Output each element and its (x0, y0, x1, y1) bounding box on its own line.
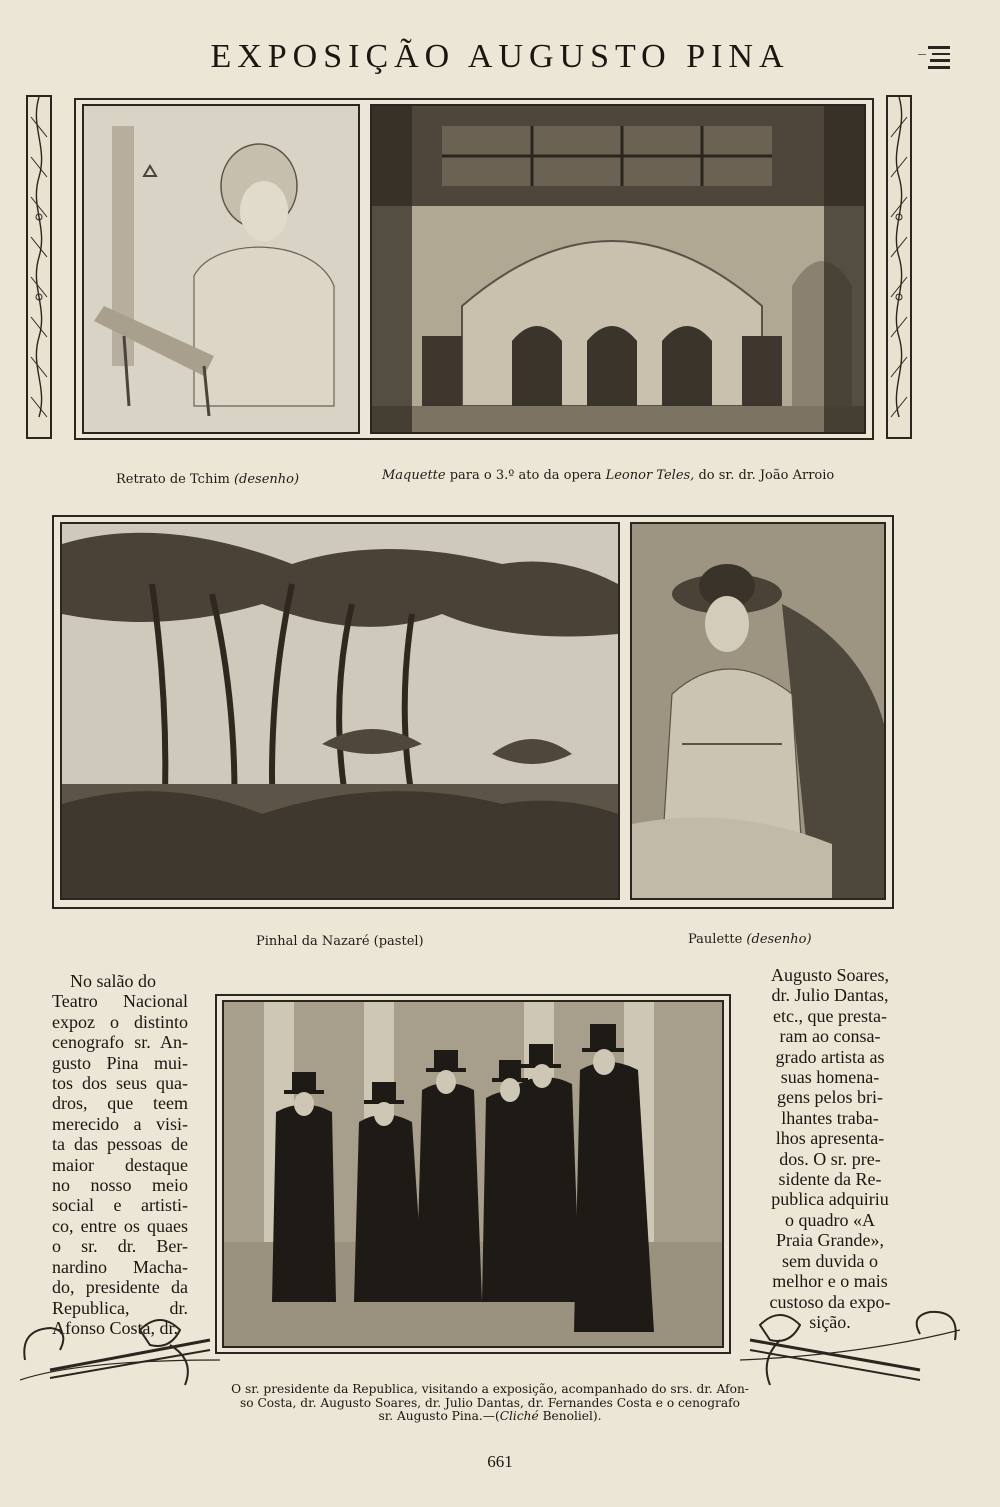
tchim-portrait-drawing (82, 104, 360, 434)
pinhal-landscape-pastel (60, 522, 620, 900)
article-right-column: Augusto Soares, dr. Julio Dantas, etc., que presta- ram ao consa- grado artista as suas homena- gens pelos bri- lhantes traba- lhos apresenta- dos. O sr. pre- sidente da Re- publica adquiriu o quadro «A Praia Grande», sem duvida o melhor e o mais custoso da expo- sição. (769, 965, 891, 1332)
stage-set-icon (372, 106, 864, 432)
tchim-caption: Retrato de Tchim (desenho) (116, 472, 300, 487)
pine-trees-icon (62, 524, 618, 898)
maquette-caption: Maquette para o 3.º ato da opera Leonor Teles, do sr. dr. João Arroio (382, 468, 835, 483)
group-of-men-icon (224, 1002, 722, 1346)
group-visit-photo (222, 1000, 724, 1348)
group-photo-caption: O sr. presidente da Republica, visitando a exposição, acompanhado do srs. dr. Afon- so Costa, dr. Augusto Soares, dr. Julio Dantas, dr. Fernandes Costa e o cenografo sr. Augusto Pina.—(Cliché Benoliel). (231, 1382, 749, 1424)
sketch-figure-icon (632, 524, 884, 898)
page-number: 661 (487, 1452, 513, 1471)
paulette-caption: Paulette (desenho) (688, 932, 812, 947)
sketch-figure-icon (84, 106, 358, 432)
maquette-stage-set-photo (370, 104, 866, 434)
vine-pattern-icon (28, 97, 50, 437)
corner-ornament-icon (918, 44, 952, 72)
paulette-portrait-drawing (630, 522, 886, 900)
left-brush-ribbon-ornament-icon (20, 1300, 220, 1390)
left-decorative-border (26, 95, 52, 439)
page-title: EXPOSIÇÃO AUGUSTO PINA (210, 38, 790, 75)
pinhal-caption: Pinhal da Nazaré (pastel) (256, 934, 424, 949)
article-left-column: No salão do Teatro Nacional expoz o distinto cenografo sr. An- gusto Pina mui- tos dos seus qua- dros, que teem merecido a visi- ta das pessoas de maior destaque no nosso meio social e artisti- co, entre os quaes o sr. dr. Ber- nardino Macha- do, presidente da Republica, dr. Afonso Costa, dr. (52, 971, 188, 1338)
vine-pattern-icon (888, 97, 910, 437)
right-decorative-border (886, 95, 912, 439)
right-brush-ribbon-ornament-icon (740, 1300, 960, 1390)
